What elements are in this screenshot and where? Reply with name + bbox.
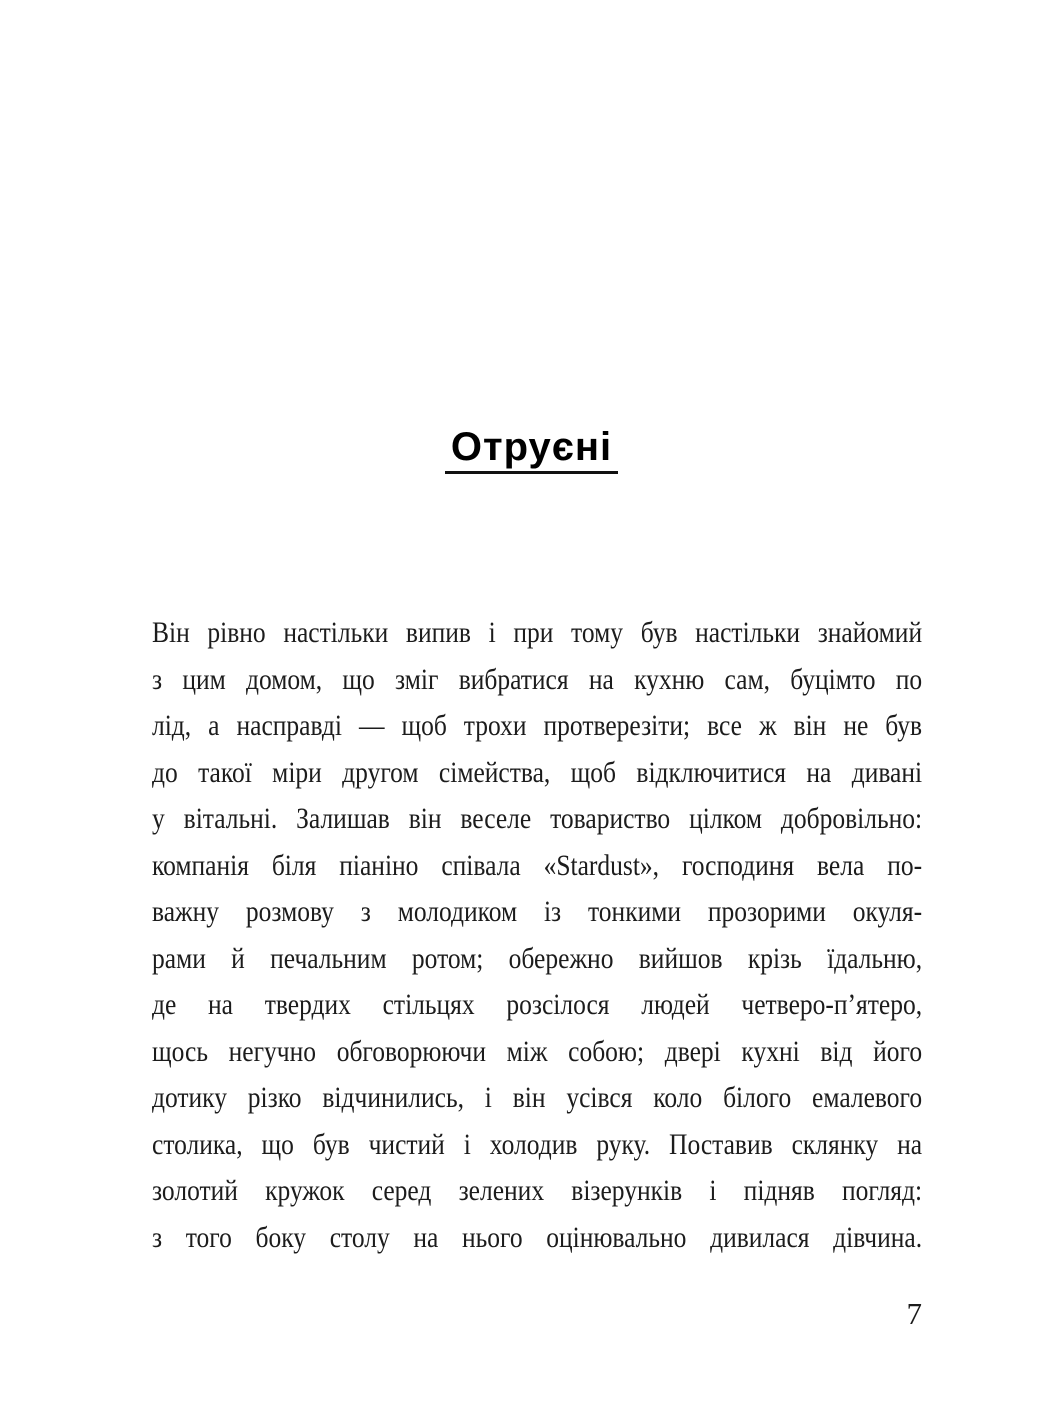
body-line: компанія біля піаніно співала «Stardust», господиня вела по- bbox=[152, 848, 923, 882]
body-line: дотику різко відчинились, і він усівся коло білого емалевого bbox=[152, 1081, 923, 1114]
body-line: у вітальні. Залишав він веселе товариство цілком добровільно: bbox=[152, 802, 923, 835]
body-line: Він рівно настільки випив і при тому був настільки знайомий bbox=[152, 616, 923, 649]
body-line: з того боку столу на нього оцінювально дивилася дівчина. bbox=[152, 1220, 923, 1254]
body-line: рами й печальним ротом; обережно вийшов крізь їдальню, bbox=[152, 941, 923, 975]
body-line: до такої міри другом сімейства, щоб відключитися на дивані bbox=[152, 755, 923, 789]
chapter-title-text: Отруєні bbox=[445, 427, 618, 474]
body-line: лід, а насправді — щоб трохи протверезіти; все ж він не був bbox=[152, 709, 923, 742]
body-line: з цим домом, що зміг вибратися на кухню сам, буцімто по bbox=[152, 662, 923, 696]
body-line: де на твердих стільцях розсілося людей четверо-п’ятеро, bbox=[152, 988, 923, 1021]
body-line: золотий кружок серед зелених візерунків і підняв погляд: bbox=[152, 1174, 923, 1207]
body-text bbox=[152, 610, 922, 1261]
body-line: важну розмову з молодиком із тонкими прозорими окуля- bbox=[152, 895, 923, 928]
body-line: столика, що був чистий і холодив руку. Поставив склянку на bbox=[152, 1127, 923, 1161]
page-number: 7 bbox=[906, 1296, 922, 1331]
body-line: щось негучно обговорюючи між собою; двері кухні від його bbox=[152, 1034, 923, 1068]
chapter-title bbox=[0, 427, 1063, 474]
